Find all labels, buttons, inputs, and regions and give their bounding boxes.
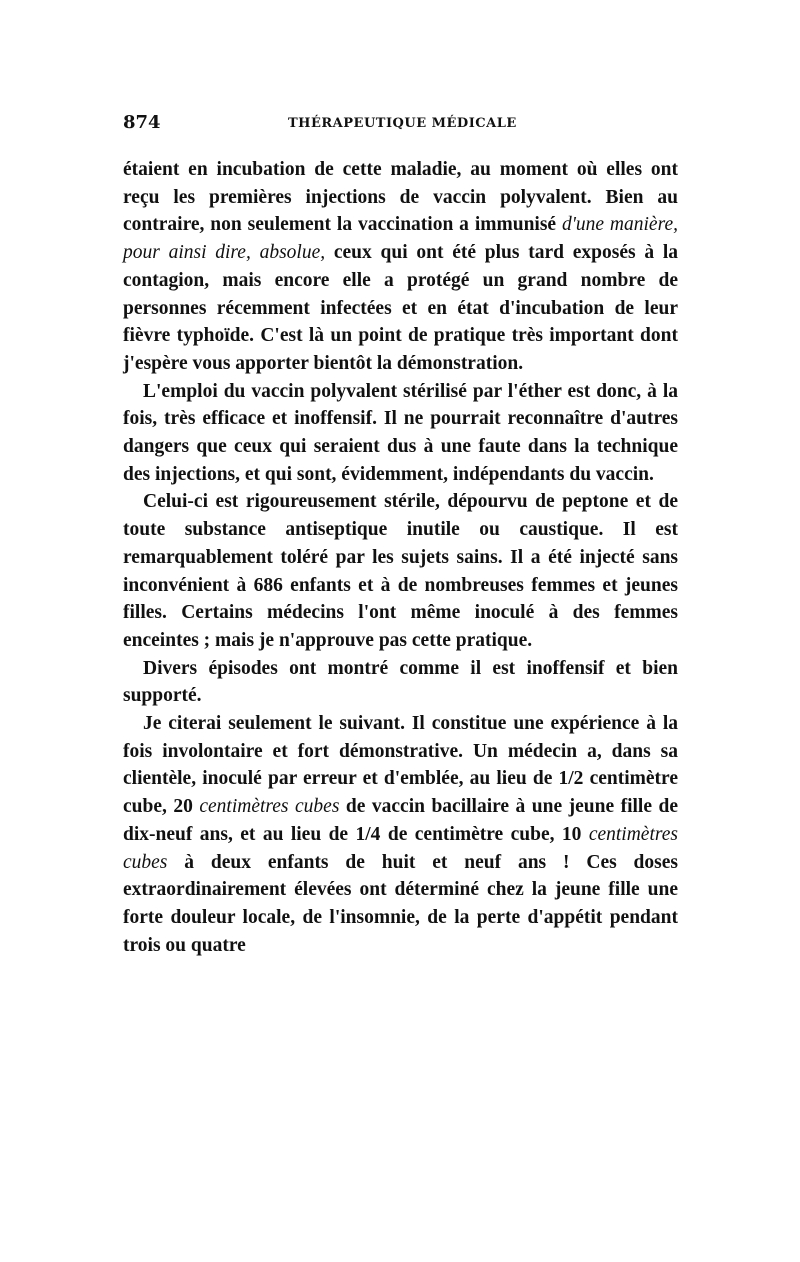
paragraph-2: L'emploi du vaccin polyvalent stérilisé par l'éther est donc, à la fois, très efficace et inoffensif. Il ne pourrait reconnaître d'autres dangers que ceux qui seraient dus à une faute dans la technique des injections, et qui sont, évidemment, indépendants du vaccin. [123,380,678,485]
paragraph-1 [123,156,678,378]
page-header [123,112,678,152]
running-title: THÉRAPEUTIQUE MÉDICALE [288,116,517,131]
paragraph-1-text-a: étaient en incubation de cette maladie, au moment où elles ont reçu les premières injections de vaccin polyvalent. Bien au contraire, non seulement la vaccination a immunisé [123,159,678,236]
paragraph-5-italic-2: centimètres cubes [123,823,678,873]
paragraph-5-text-c: de vaccin bacillaire à une jeune fille de dix-neuf ans, et au lieu de 1/4 de centimètre cube, 10 [123,796,678,845]
paragraph-4: Divers épisodes ont montré comme il est inoffensif et bien supporté. [123,657,678,707]
book-page [123,112,678,959]
page-number: 874 [123,112,161,133]
paragraph-1-text-c: ceux qui ont été plus tard exposés à la contagion, mais encore elle a protégé un grand nombre de personnes récemment infectées et en état d'incubation de leur fièvre typhoïde. C'est là un point de pratique très important dont j'espère vous apporter bientôt la démonstration. [123,242,678,374]
paragraph-5-text-e: à deux enfants de huit et neuf ans ! Ces doses extraordinairement élevées ont déterminé chez la jeune fille une forte douleur locale, de l'insomnie, de la perte d'appétit pendant trois ou quatre [123,851,678,956]
paragraph-5 [123,710,678,959]
paragraph-3: Celui-ci est rigoureusement stérile, dépourvu de peptone et de toute substance antiseptique inutile ou caustique. Il est remarquablement toléré par les sujets sains. Il a été injecté sans inconvénient à 686 enfants et à de nombreuses femmes et jeunes filles. Certains médecins l'ont même inoculé à des femmes enceintes ; mais je n'approuve pas cette pratique. [123,491,678,651]
paragraph-5-text-a: Je citerai seulement le suivant. Il constitue une expérience à la fois involontaire et fort démonstrative. Un médecin a, dans sa clientèle, inoculé par erreur et d'emblée, au lieu de 1/2 centimètre cube, 20 [123,713,678,818]
body-text [123,156,678,959]
paragraph-5-italic-1: centimètres cubes [199,796,340,818]
paragraph-1-italic: d'une manière, pour ainsi dire, absolue, [123,214,678,264]
